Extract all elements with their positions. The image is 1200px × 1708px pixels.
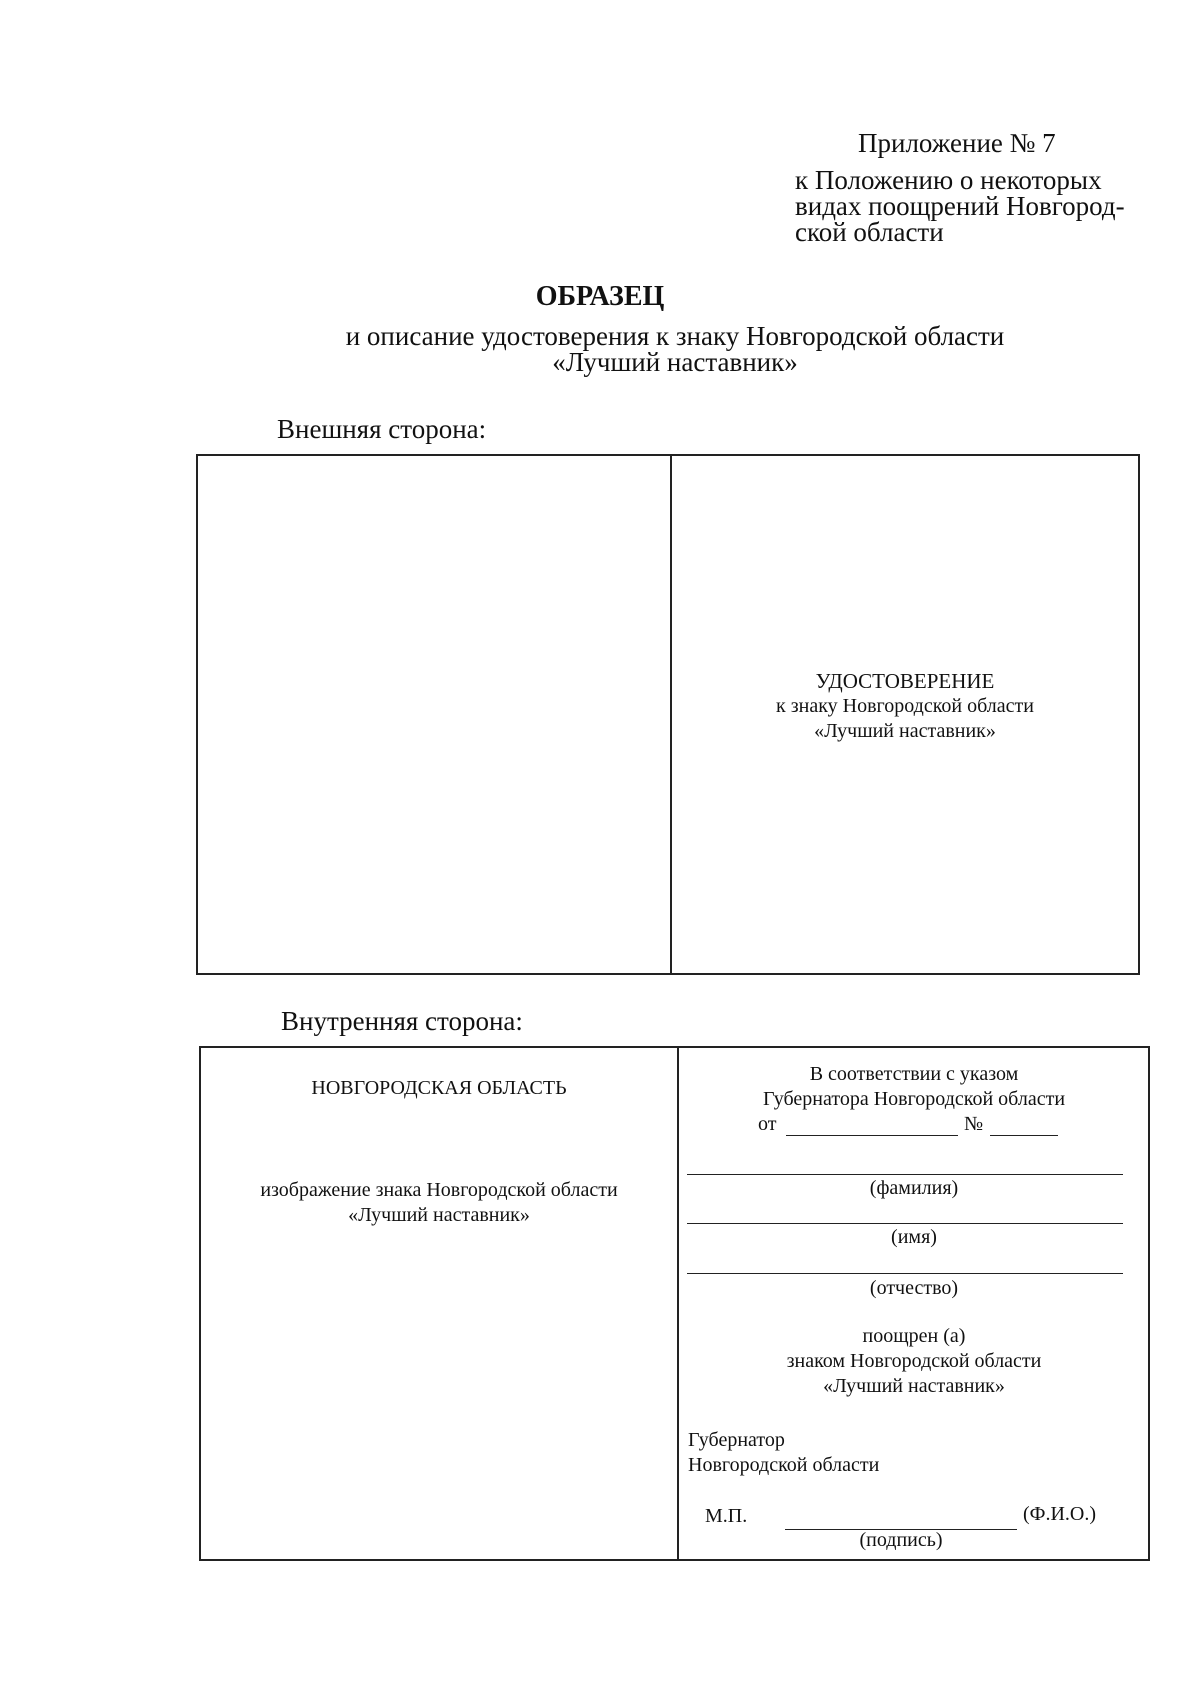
patronymic-line [687, 1273, 1123, 1274]
subtitle-line: «Лучший наставник» [552, 347, 798, 377]
decree-text [679, 1062, 1149, 1112]
awarded-line: знаком Новгородской области [786, 1350, 1042, 1372]
caption-line: изображение знака Новгородской области [260, 1179, 618, 1201]
fio-placeholder: (Ф.И.О.) [1023, 1503, 1097, 1525]
decree-line: Губернатора Новгородской области [762, 1088, 1066, 1110]
name-caption: (имя) [891, 1226, 937, 1248]
document-subtitle [0, 323, 1200, 375]
awarded-text [679, 1324, 1149, 1399]
annex-reference-line: видах поощрений Новгород- [795, 191, 1125, 221]
surname-caption: (фамилия) [869, 1177, 959, 1199]
annex-number: Приложение № 7 [858, 128, 1056, 158]
inner-fold-divider [677, 1048, 679, 1559]
awarded-line: «Лучший наставник» [823, 1375, 1005, 1397]
patronymic-caption: (отчество) [869, 1277, 959, 1299]
cover-line: «Лучший наставник» [814, 720, 996, 742]
decree-date-line [786, 1135, 958, 1136]
cover-title: УДОСТОВЕРЕНИЕ [815, 669, 995, 693]
cover-text [672, 668, 1138, 744]
subtitle-line: и описание удостоверения к знаку Новгородской области [345, 321, 1005, 351]
awarded-line: поощрен (а) [862, 1325, 966, 1347]
decree-number-label: № [964, 1113, 984, 1135]
decree-from-label: от [758, 1113, 777, 1135]
outer-side-label: Внешняя сторона: [277, 414, 487, 444]
annex-reference-line: ской области [795, 217, 944, 247]
seal-mark: М.П. [705, 1505, 748, 1527]
governor-line: Новгородской области [688, 1454, 880, 1476]
surname-line [687, 1174, 1123, 1175]
outer-side-frame [196, 454, 1140, 975]
document-title: ОБРАЗЕЦ [535, 281, 665, 312]
decree-line: В соответствии с указом [809, 1063, 1019, 1085]
governor-title [688, 1428, 879, 1478]
region-name: НОВГОРОДСКАЯ ОБЛАСТЬ [311, 1077, 567, 1099]
inner-side-label: Внутренняя сторона: [281, 1006, 523, 1036]
decree-number-line [990, 1135, 1058, 1136]
annex-reference-line: к Положению о некоторых [795, 165, 1102, 195]
badge-image-caption [201, 1178, 677, 1228]
caption-line: «Лучший наставник» [348, 1204, 530, 1226]
annex-reference [795, 167, 1125, 245]
cover-line: к знаку Новгородской области [776, 695, 1034, 717]
inner-side-frame [199, 1046, 1150, 1561]
governor-line: Губернатор [688, 1429, 785, 1451]
signature-caption: (подпись) [859, 1529, 943, 1551]
name-line [687, 1223, 1123, 1224]
